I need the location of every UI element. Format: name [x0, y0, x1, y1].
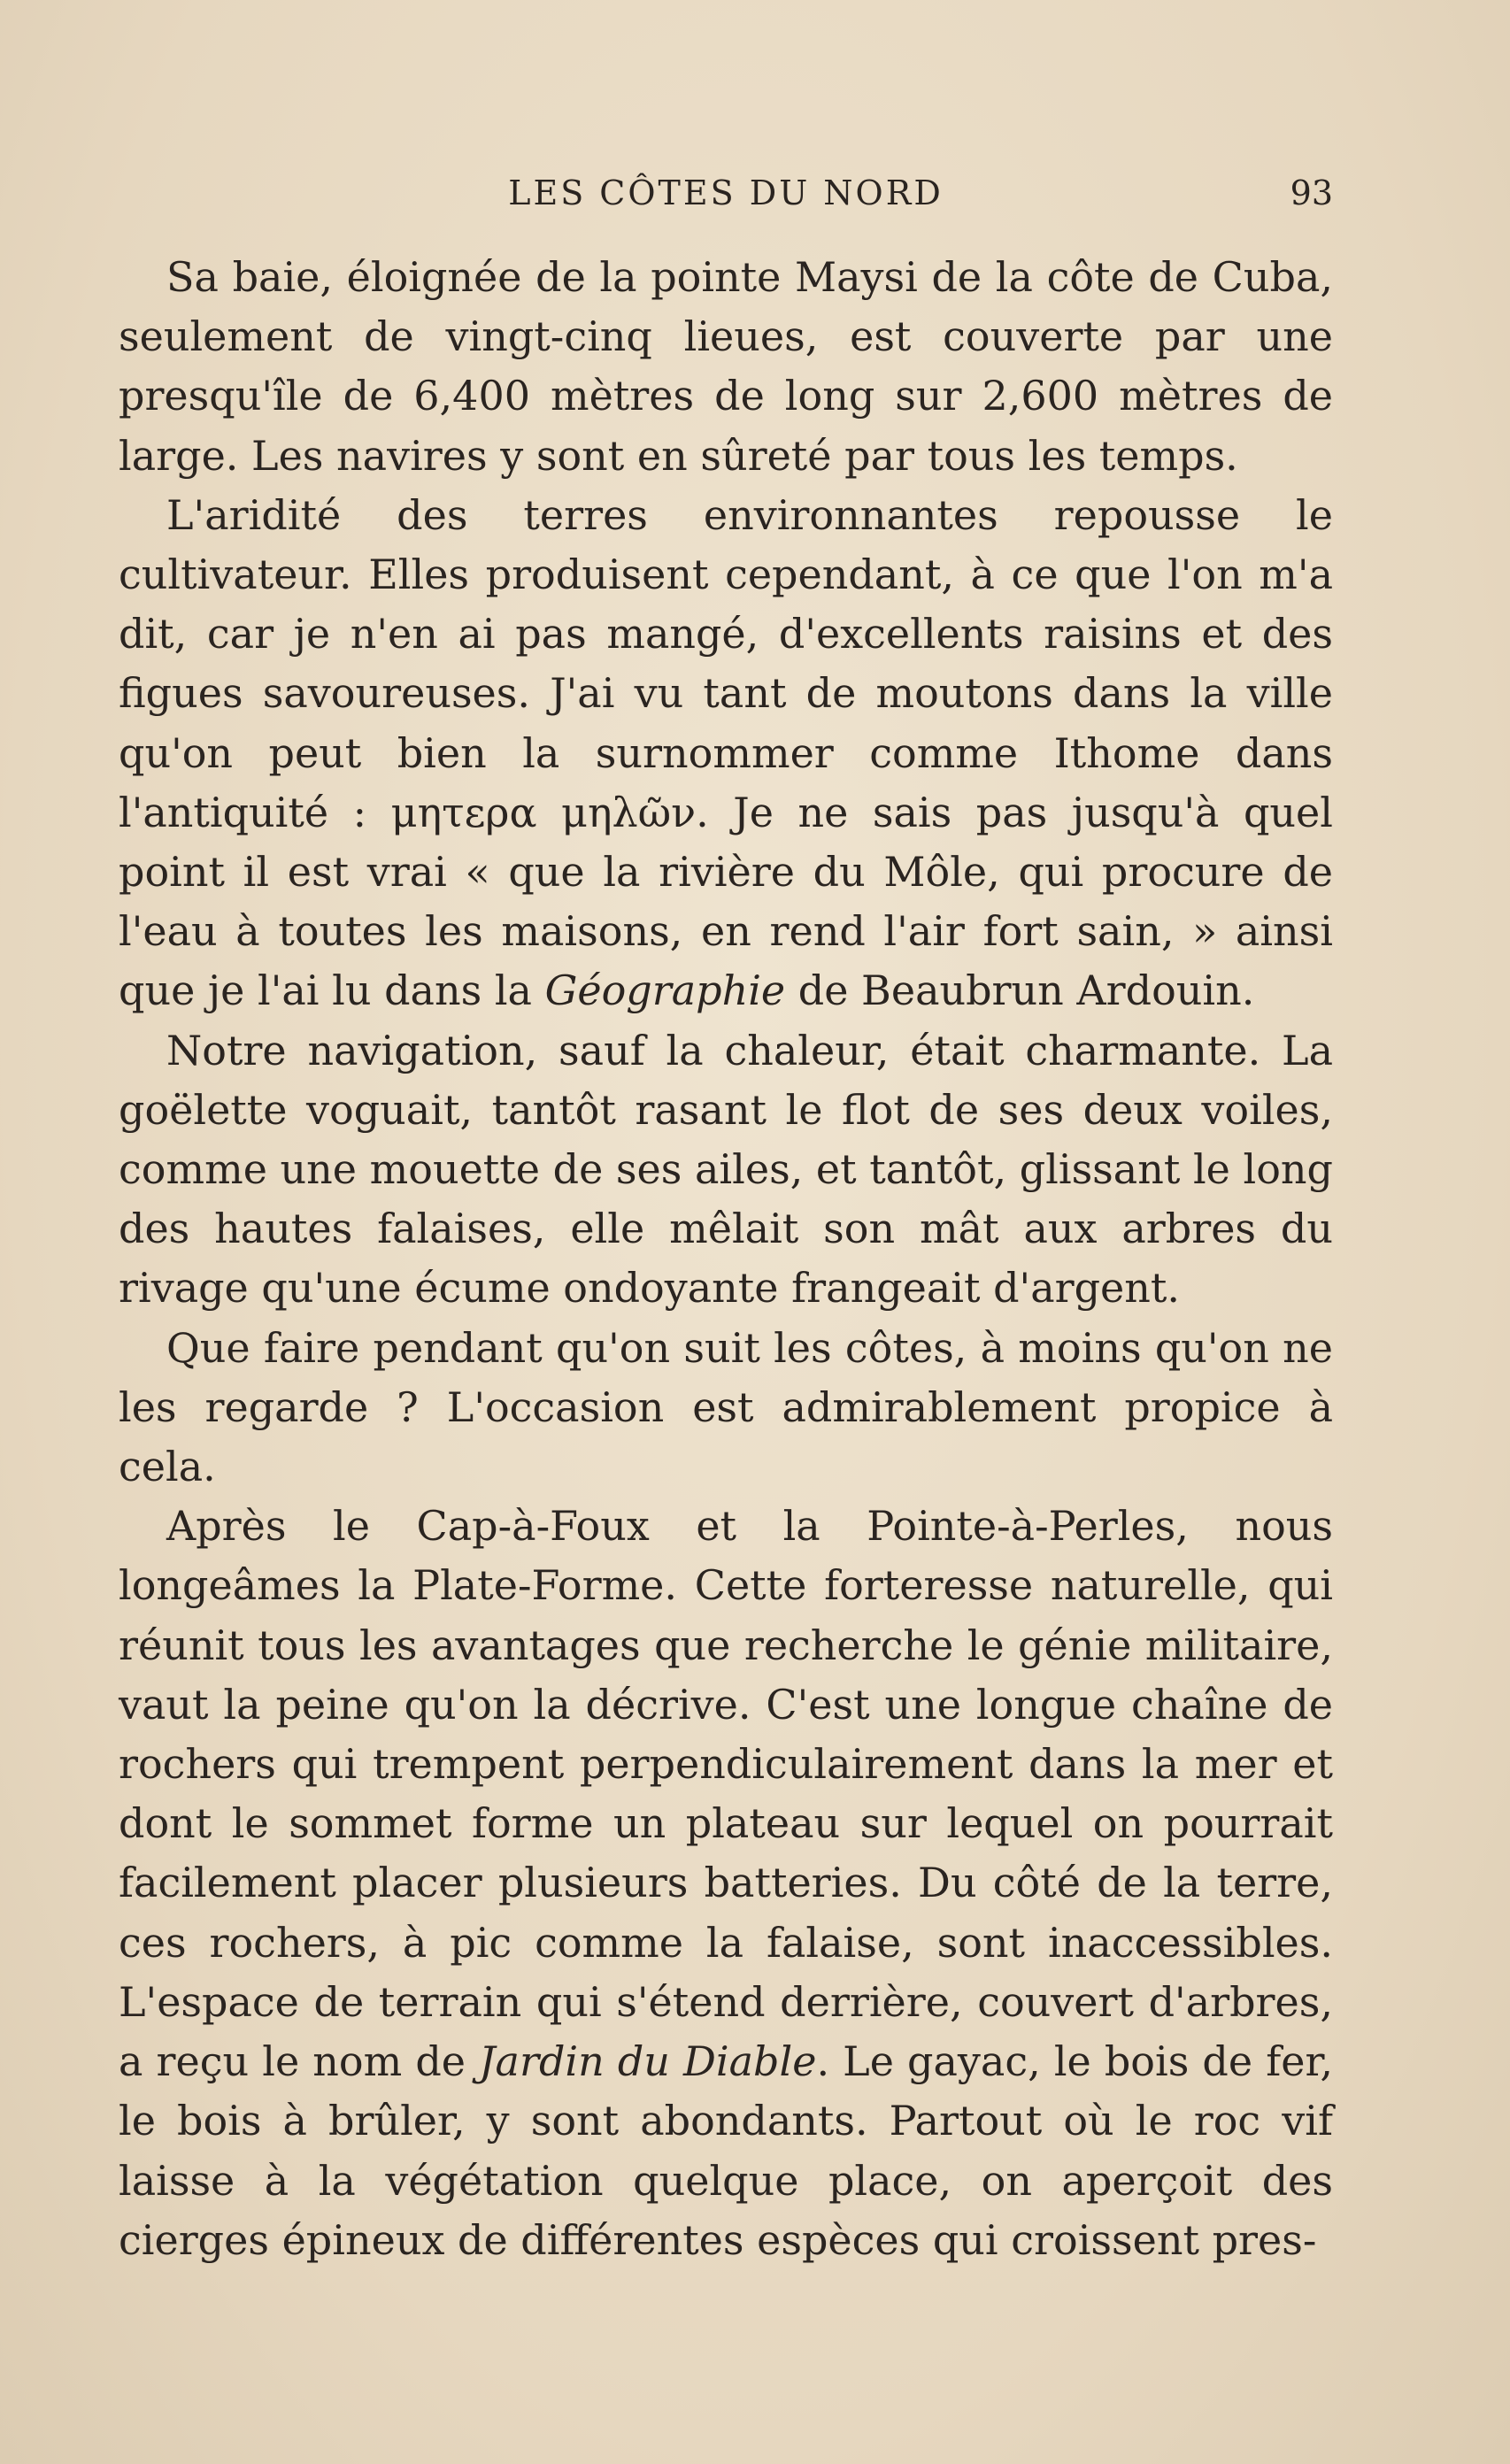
- paragraph-text: Sa baie, éloignée de la pointe Maysi de la côte de Cuba, seulement de vingt-cinq lieues, est couverte par une presqu'île de 6,400 mètres de long sur 2,600 mètres de large. Les navires y sont en sûreté par tous les temps.: [119, 253, 1333, 480]
- paragraph-text: Notre navigation, sauf la chaleur, était charmante. La goëlette voguait, tantôt rasant le flot de ses deux voiles, comme une mouette de ses ailes, et tantôt, glissant le long des hautes falaises, elle mêlait son mât aux arbres du rivage qu'une écume ondoyante frangeait d'argent.: [119, 1026, 1333, 1313]
- paragraph-2: [119, 486, 1333, 1021]
- page-header: [119, 173, 1333, 219]
- page-number: 93: [1290, 173, 1333, 212]
- body-text: [119, 248, 1333, 2270]
- paragraph-text: Que faire pendant qu'on suit les côtes, à moins qu'on ne les regarde ? L'occasion est admirablement propice à cela.: [119, 1323, 1333, 1491]
- paragraph-text: L'aridité des terres environnantes repousse le cultivateur. Elles produisent cependant, à ce que l'on m'a dit, car je n'en ai pas mangé, d'excellents raisins et des figues savoureuses. J'ai vu tant de moutons dans la ville qu'on peut bien la surnommer comme Ithome dans l'antiquité : μητερα μηλῶν. Je ne sais pas jusqu'à quel point il est vrai « que la rivière du Môle, qui procure de l'eau à toutes les maisons, en rend l'air fort sain, » ainsi que je l'ai lu dans la: [119, 490, 1333, 1015]
- place-name-italic: Jardin du Diable: [479, 2037, 817, 2086]
- book-title-italic: Géographie: [544, 966, 786, 1015]
- paragraph-text: Après le Cap-à-Foux et la Pointe-à-Perles, nous longeâmes la Plate-Forme. Cette forteresse naturelle, qui réunit tous les avantages que recherche le génie militaire, vaut la peine qu'on la décrive. C'est une longue chaîne de rochers qui trempent perpendiculairement dans la mer et dont le sommet forme un plateau sur lequel on pourrait facilement placer plusieurs batteries. Du côté de la terre, ces rochers, à pic comme la falaise, sont inaccessibles. L'espace de terrain qui s'étend derrière, couvert d'arbres, a reçu le nom de: [119, 1502, 1333, 2086]
- paragraph-4: [119, 1319, 1333, 1498]
- paragraph-3: [119, 1021, 1333, 1319]
- paragraph-text: de Beaubrun Ardouin.: [785, 966, 1255, 1015]
- running-title: LES CÔTES DU NORD: [508, 173, 944, 212]
- paragraph-1: [119, 248, 1333, 486]
- paragraph-5: [119, 1497, 1333, 2270]
- paragraph-text: . Le gayac, le bois de fer, le bois à brûler, y sont abondants. Partout où le roc vif laisse à la végétation quelque place, on aperçoit des cierges épineux de différentes espèces qui croissent pres-: [119, 2037, 1333, 2264]
